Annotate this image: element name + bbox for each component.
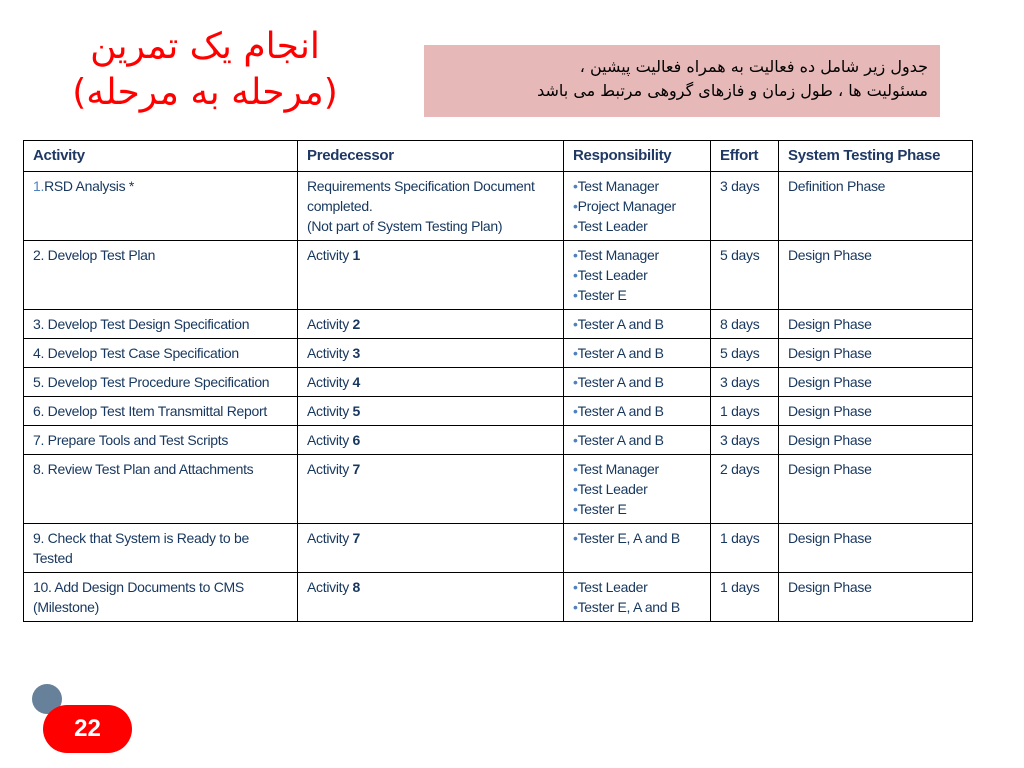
table-row — [24, 368, 973, 397]
responsibility-cell — [564, 339, 711, 368]
phase-cell: Definition Phase — [779, 172, 973, 241]
responsibility-item: • Project Manager — [573, 196, 702, 216]
description-line1: جدول زیر شامل ده فعالیت به همراه فعالیت پیشین ، — [579, 57, 928, 76]
predecessor-number: 7 — [352, 530, 361, 546]
table-row — [24, 241, 973, 310]
predecessor-number: 5 — [352, 403, 361, 419]
phase-cell: Design Phase — [779, 426, 973, 455]
effort-cell: 3 days — [711, 368, 779, 397]
responsibility-item: • Tester A and B — [573, 372, 702, 392]
activity-cell: 9. Check that System is Ready to be Tested — [24, 524, 298, 573]
responsibility-cell — [564, 426, 711, 455]
predecessor-cell — [298, 573, 564, 622]
effort-cell: 2 days — [711, 455, 779, 524]
predecessor-cell — [298, 339, 564, 368]
activity-cell: 3. Develop Test Design Specification — [24, 310, 298, 339]
effort-cell: 8 days — [711, 310, 779, 339]
predecessor-cell — [298, 241, 564, 310]
activity-cell: 4. Develop Test Case Specification — [24, 339, 298, 368]
header-phase: System Testing Phase — [779, 141, 973, 172]
predecessor-number: 6 — [352, 432, 361, 448]
table-row — [24, 310, 973, 339]
phase-cell: Design Phase — [779, 339, 973, 368]
header-responsibility: Responsibility — [564, 141, 711, 172]
table-header-row — [24, 141, 973, 172]
predecessor-prefix: Activity — [307, 403, 349, 419]
predecessor-cell — [298, 368, 564, 397]
responsibility-item: • Test Manager — [573, 245, 702, 265]
slide-title-line1: انجام یک تمرین — [90, 26, 320, 67]
responsibility-item: • Test Leader — [573, 265, 702, 285]
activity-name: RSD Analysis * — [44, 178, 135, 194]
predecessor-cell — [298, 172, 564, 241]
header-predecessor: Predecessor — [298, 141, 564, 172]
description-note — [424, 45, 940, 117]
responsibility-cell — [564, 573, 711, 622]
predecessor-cell — [298, 455, 564, 524]
predecessor-prefix: Activity — [307, 432, 349, 448]
table-row — [24, 339, 973, 368]
responsibility-item: • Test Manager — [573, 459, 702, 479]
responsibility-item: • Tester E, A and B — [573, 528, 702, 548]
table-row — [24, 172, 973, 241]
effort-cell: 1 days — [711, 524, 779, 573]
page-number-badge: 22 — [43, 705, 132, 753]
predecessor-prefix: Activity — [307, 316, 349, 332]
responsibility-item: • Tester E — [573, 499, 702, 519]
responsibility-cell — [564, 455, 711, 524]
predecessor-line: completed. — [307, 198, 373, 214]
table-row — [24, 397, 973, 426]
effort-cell: 5 days — [711, 339, 779, 368]
predecessor-number: 1 — [352, 247, 361, 263]
activity-cell: 6. Develop Test Item Transmittal Report — [24, 397, 298, 426]
responsibility-item: • Tester E, A and B — [573, 597, 702, 617]
description-line2: مسئولیت ها ، طول زمان و فازهای گروهی مرتبط می باشد — [537, 81, 928, 100]
activity-cell: 7. Prepare Tools and Test Scripts — [24, 426, 298, 455]
predecessor-number: 7 — [352, 461, 361, 477]
phase-cell: Design Phase — [779, 455, 973, 524]
predecessor-prefix: Activity — [307, 579, 349, 595]
phase-cell: Design Phase — [779, 573, 973, 622]
activity-cell — [24, 172, 298, 241]
responsibility-item: • Test Manager — [573, 176, 702, 196]
responsibility-item: • Test Leader — [573, 216, 702, 236]
responsibility-cell — [564, 172, 711, 241]
responsibility-cell — [564, 397, 711, 426]
responsibility-item: • Tester A and B — [573, 401, 702, 421]
table-row — [24, 573, 973, 622]
activity-cell: 10. Add Design Documents to CMS (Milestone) — [24, 573, 298, 622]
responsibility-item: • Tester A and B — [573, 430, 702, 450]
predecessor-number: 2 — [352, 316, 361, 332]
responsibility-item: • Tester E — [573, 285, 702, 305]
predecessor-line: Requirements Specification Document — [307, 178, 535, 194]
predecessor-number: 4 — [352, 374, 361, 390]
header-activity: Activity — [24, 141, 298, 172]
slide-title — [40, 24, 370, 116]
responsibility-cell — [564, 368, 711, 397]
activity-cell: 5. Develop Test Procedure Specification — [24, 368, 298, 397]
predecessor-cell — [298, 397, 564, 426]
responsibility-item: • Tester A and B — [573, 314, 702, 334]
phase-cell: Design Phase — [779, 310, 973, 339]
effort-cell: 1 days — [711, 397, 779, 426]
predecessor-prefix: Activity — [307, 530, 349, 546]
responsibility-item: • Test Leader — [573, 479, 702, 499]
effort-cell: 3 days — [711, 172, 779, 241]
phase-cell: Design Phase — [779, 397, 973, 426]
activity-cell: 8. Review Test Plan and Attachments — [24, 455, 298, 524]
predecessor-prefix: Activity — [307, 461, 349, 477]
responsibility-item: • Tester A and B — [573, 343, 702, 363]
predecessor-number: 3 — [352, 345, 361, 361]
header-effort: Effort — [711, 141, 779, 172]
responsibility-item: • Test Leader — [573, 577, 702, 597]
phase-cell: Design Phase — [779, 524, 973, 573]
table-row — [24, 455, 973, 524]
responsibility-cell — [564, 241, 711, 310]
phase-cell: Design Phase — [779, 241, 973, 310]
predecessor-prefix: Activity — [307, 345, 349, 361]
predecessor-cell — [298, 524, 564, 573]
activities-table — [23, 140, 973, 622]
predecessor-number: 8 — [352, 579, 361, 595]
effort-cell: 1 days — [711, 573, 779, 622]
activity-cell: 2. Develop Test Plan — [24, 241, 298, 310]
responsibility-cell — [564, 524, 711, 573]
responsibility-cell — [564, 310, 711, 339]
predecessor-prefix: Activity — [307, 247, 349, 263]
table-row — [24, 524, 973, 573]
table-row — [24, 426, 973, 455]
predecessor-line: (Not part of System Testing Plan) — [307, 218, 503, 234]
predecessor-cell — [298, 426, 564, 455]
effort-cell: 5 days — [711, 241, 779, 310]
activity-number: 1. — [33, 178, 45, 194]
slide-title-line2: (مرحله به مرحله) — [72, 72, 338, 113]
effort-cell: 3 days — [711, 426, 779, 455]
predecessor-prefix: Activity — [307, 374, 349, 390]
predecessor-cell — [298, 310, 564, 339]
phase-cell: Design Phase — [779, 368, 973, 397]
